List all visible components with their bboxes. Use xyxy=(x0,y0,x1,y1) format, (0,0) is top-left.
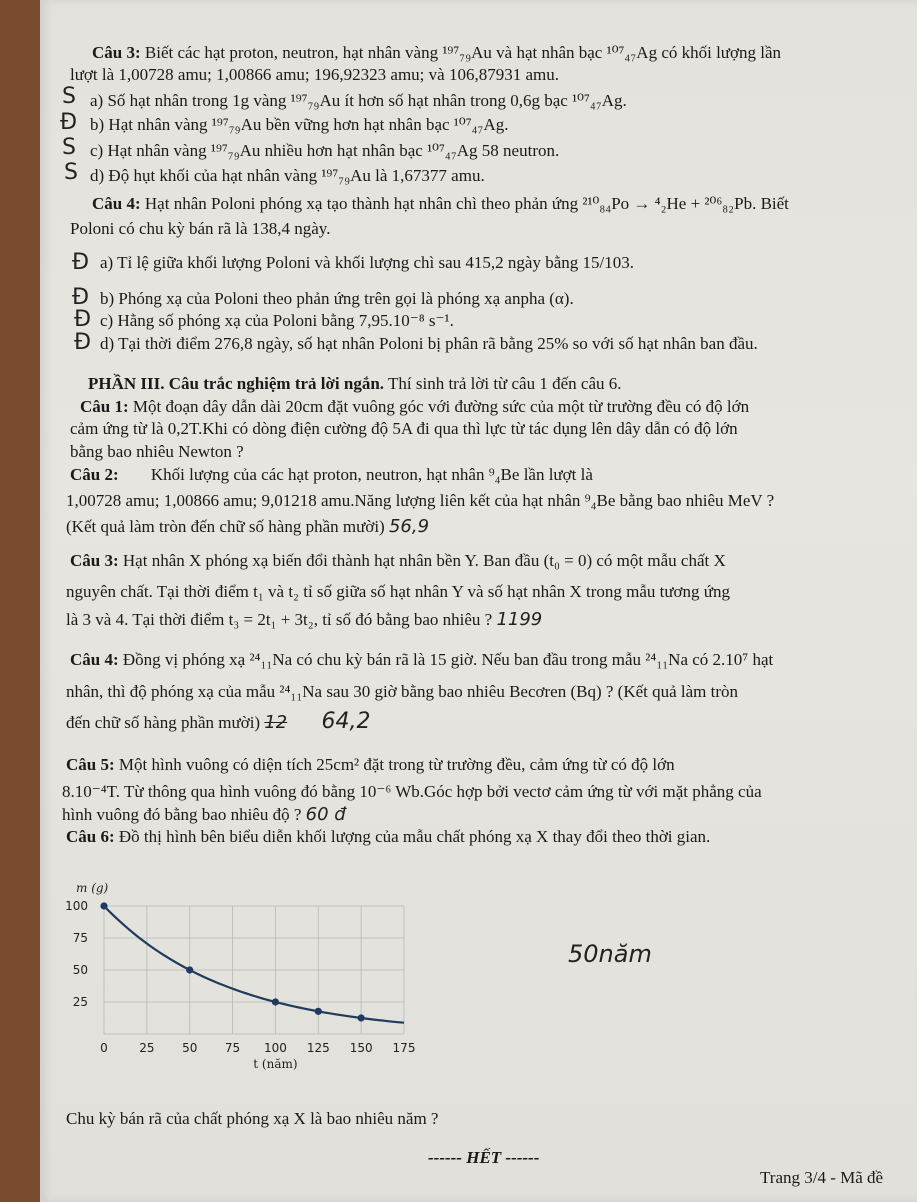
part3-heading: PHẦN III. Câu trắc nghiệm trả lời ngắn. Thí sinh trả lời từ câu 1 đến câu 6. xyxy=(88,374,622,393)
data-point xyxy=(358,1014,365,1021)
q6-question: Chu kỳ bán rã của chất phóng xạ X là bao nhiêu năm ? xyxy=(66,1109,439,1128)
data-point xyxy=(315,1008,322,1015)
x-tick-label: 175 xyxy=(392,1041,416,1055)
mark-cau4-b: Đ xyxy=(72,285,90,310)
q6-line1: Câu 6: Đồ thị hình bên biểu diễn khối lượng của mẫu chất phóng xạ X thay đổi theo thời gian. xyxy=(66,827,711,846)
mark-cau4-d: Đ xyxy=(74,330,92,355)
q3-line1: Câu 3: Hạt nhân X phóng xạ biến đổi thành hạt nhân bền Y. Ban đầu (t₀ = 0) có một mẫu chất X xyxy=(70,551,726,570)
q4-answer-struck: 12 xyxy=(264,712,288,733)
decay-chart-svg xyxy=(64,878,444,1098)
q4-line1: Câu 4: Đồng vị phóng xạ ²⁴₁₁Na có chu kỳ bán rã là 15 giờ. Nếu ban đầu trong mẫu ²⁴₁₁Na có 2.10⁷ hạt xyxy=(70,650,774,669)
mark-cau3-c: S xyxy=(62,135,76,160)
y-tick-label: 75 xyxy=(72,931,88,945)
cau3-a: a) Số hạt nhân trong 1g vàng ¹⁹⁷₇₉Au ít hơn số hạt nhân trong 0,6g bạc ¹⁰⁷₄₇Ag. xyxy=(90,91,627,110)
q1-line3: bằng bao nhiêu Newton ? xyxy=(70,442,244,461)
x-axis-label: t (năm) xyxy=(253,1057,298,1071)
cau4-b: b) Phóng xạ của Poloni theo phản ứng trên gọi là phóng xạ anpha (α). xyxy=(100,289,574,308)
q1-line2: cảm ứng từ là 0,2T.Khi có dòng điện cường độ 5A đi qua thì lực từ tác dụng lên dây dẫn có độ lớn xyxy=(70,419,738,438)
q6-answer: 50năm xyxy=(568,940,652,968)
x-tick-label: 25 xyxy=(139,1041,155,1055)
cau3-line2: lượt là 1,00728 amu; 1,00866 amu; 196,92323 amu; và 106,87931 amu. xyxy=(70,65,559,84)
q5-line3: hình vuông đó bằng bao nhiêu độ ? 60 đ xyxy=(62,804,346,825)
x-tick-label: 150 xyxy=(349,1041,373,1055)
data-point xyxy=(100,902,107,909)
cau3-line1: Câu 3: Biết các hạt proton, neutron, hạt nhân vàng ¹⁹⁷₇₉Au và hạt nhân bạc ¹⁰⁷₄₇Ag có khối lượng lần xyxy=(92,43,782,62)
y-axis-label: m (g) xyxy=(76,881,109,895)
cau4-d: d) Tại thời điểm 276,8 ngày, số hạt nhân Poloni bị phân rã bằng 25% so với số hạt nhân ban đầu. xyxy=(100,334,758,353)
mark-cau4-a: Đ xyxy=(72,250,90,275)
x-tick-label: 100 xyxy=(263,1041,287,1055)
cau4-line1: Câu 4: Hạt nhân Poloni phóng xạ tạo thành hạt nhân chì theo phản ứng ²¹⁰₈₄Po → ⁴₂He + ²⁰⁶₈₂Pb. Biết xyxy=(92,194,789,213)
y-tick-label: 50 xyxy=(72,963,88,977)
mark-cau3-d: S xyxy=(64,160,78,185)
q3-answer: 1199 xyxy=(496,609,543,630)
x-tick-label: 0 xyxy=(100,1041,108,1055)
decay-chart xyxy=(64,878,444,1098)
mark-cau3-b: Đ xyxy=(60,110,78,135)
end-marker: ------ HẾT ------ xyxy=(428,1148,540,1167)
x-tick-label: 50 xyxy=(182,1041,198,1055)
y-tick-label: 25 xyxy=(72,995,88,1009)
q4-line2: nhân, thì độ phóng xạ của mẫu ²⁴₁₁Na sau 30 giờ bằng bao nhiêu Becơren (Bq) ? (Kết quả làm tròn xyxy=(66,682,739,701)
data-point xyxy=(272,998,279,1005)
x-tick-label: 75 xyxy=(224,1041,241,1055)
q2-line3: (Kết quả làm tròn đến chữ số hàng phần mười) 56,9 xyxy=(66,516,430,537)
q5-answer: 60 đ xyxy=(305,804,346,825)
data-point xyxy=(186,966,193,973)
cau4-a: a) Tỉ lệ giữa khối lượng Poloni và khối lượng chì sau 415,2 ngày bằng 15/103. xyxy=(100,253,634,272)
q5-line2: 8.10⁻⁴T. Từ thông qua hình vuông đó bằng 10⁻⁶ Wb.Góc hợp bởi vectơ cảm ứng từ với mặt phẳng của xyxy=(62,782,762,801)
cau3-c: c) Hạt nhân vàng ¹⁹⁷₇₉Au nhiều hơn hạt nhân bạc ¹⁰⁷₄₇Ag 58 neutron. xyxy=(90,141,560,160)
page-number: Trang 3/4 - Mã đề xyxy=(760,1168,884,1187)
q3-line2: nguyên chất. Tại thời điểm t₁ và t₂ tỉ số giữa số hạt nhân Y và số hạt nhân X trong mẫu tương ứng xyxy=(66,582,731,601)
q4-line3: đến chữ số hàng phần mười) 12 64,2 xyxy=(66,709,371,734)
cau3-b: b) Hạt nhân vàng ¹⁹⁷₇₉Au bền vững hơn hạt nhân bạc ¹⁰⁷₄₇Ag. xyxy=(90,115,509,134)
q2-line2: 1,00728 amu; 1,00866 amu; 9,01218 amu.Năng lượng liên kết của hạt nhân ⁹₄Be bằng bao nhiêu MeV ? xyxy=(66,491,775,510)
decay-curve xyxy=(104,906,404,1023)
q2-answer: 56,9 xyxy=(388,516,430,537)
q1-line1: Câu 1: Một đoạn dây dẫn dài 20cm đặt vuông góc với đường sức của một từ trường đều có độ lớn xyxy=(80,397,750,416)
x-tick-label: 125 xyxy=(306,1041,330,1055)
cau4-c: c) Hằng số phóng xạ của Poloni bằng 7,95.10⁻⁸ s⁻¹. xyxy=(100,311,454,330)
q4-answer: 64,2 xyxy=(321,709,371,734)
mark-cau3-a: S xyxy=(62,84,76,109)
q5-line1: Câu 5: Một hình vuông có diện tích 25cm² đặt trong từ trường đều, cảm ứng từ có độ lớn xyxy=(66,755,675,774)
q2-line1: Câu 2: Khối lượng của các hạt proton, neutron, hạt nhân ⁹₄Be lần lượt là xyxy=(70,465,593,484)
y-tick-label: 100 xyxy=(65,899,88,913)
mark-cau4-c: Đ xyxy=(74,307,92,332)
q3-line3: là 3 và 4. Tại thời điểm t₃ = 2t₁ + 3t₂, tỉ số đó bằng bao nhiêu ? 1199 xyxy=(66,609,543,630)
cau3-d: d) Độ hụt khối của hạt nhân vàng ¹⁹⁷₇₉Au là 1,67377 amu. xyxy=(90,166,485,185)
cau4-line2: Poloni có chu kỳ bán rã là 138,4 ngày. xyxy=(70,219,331,238)
